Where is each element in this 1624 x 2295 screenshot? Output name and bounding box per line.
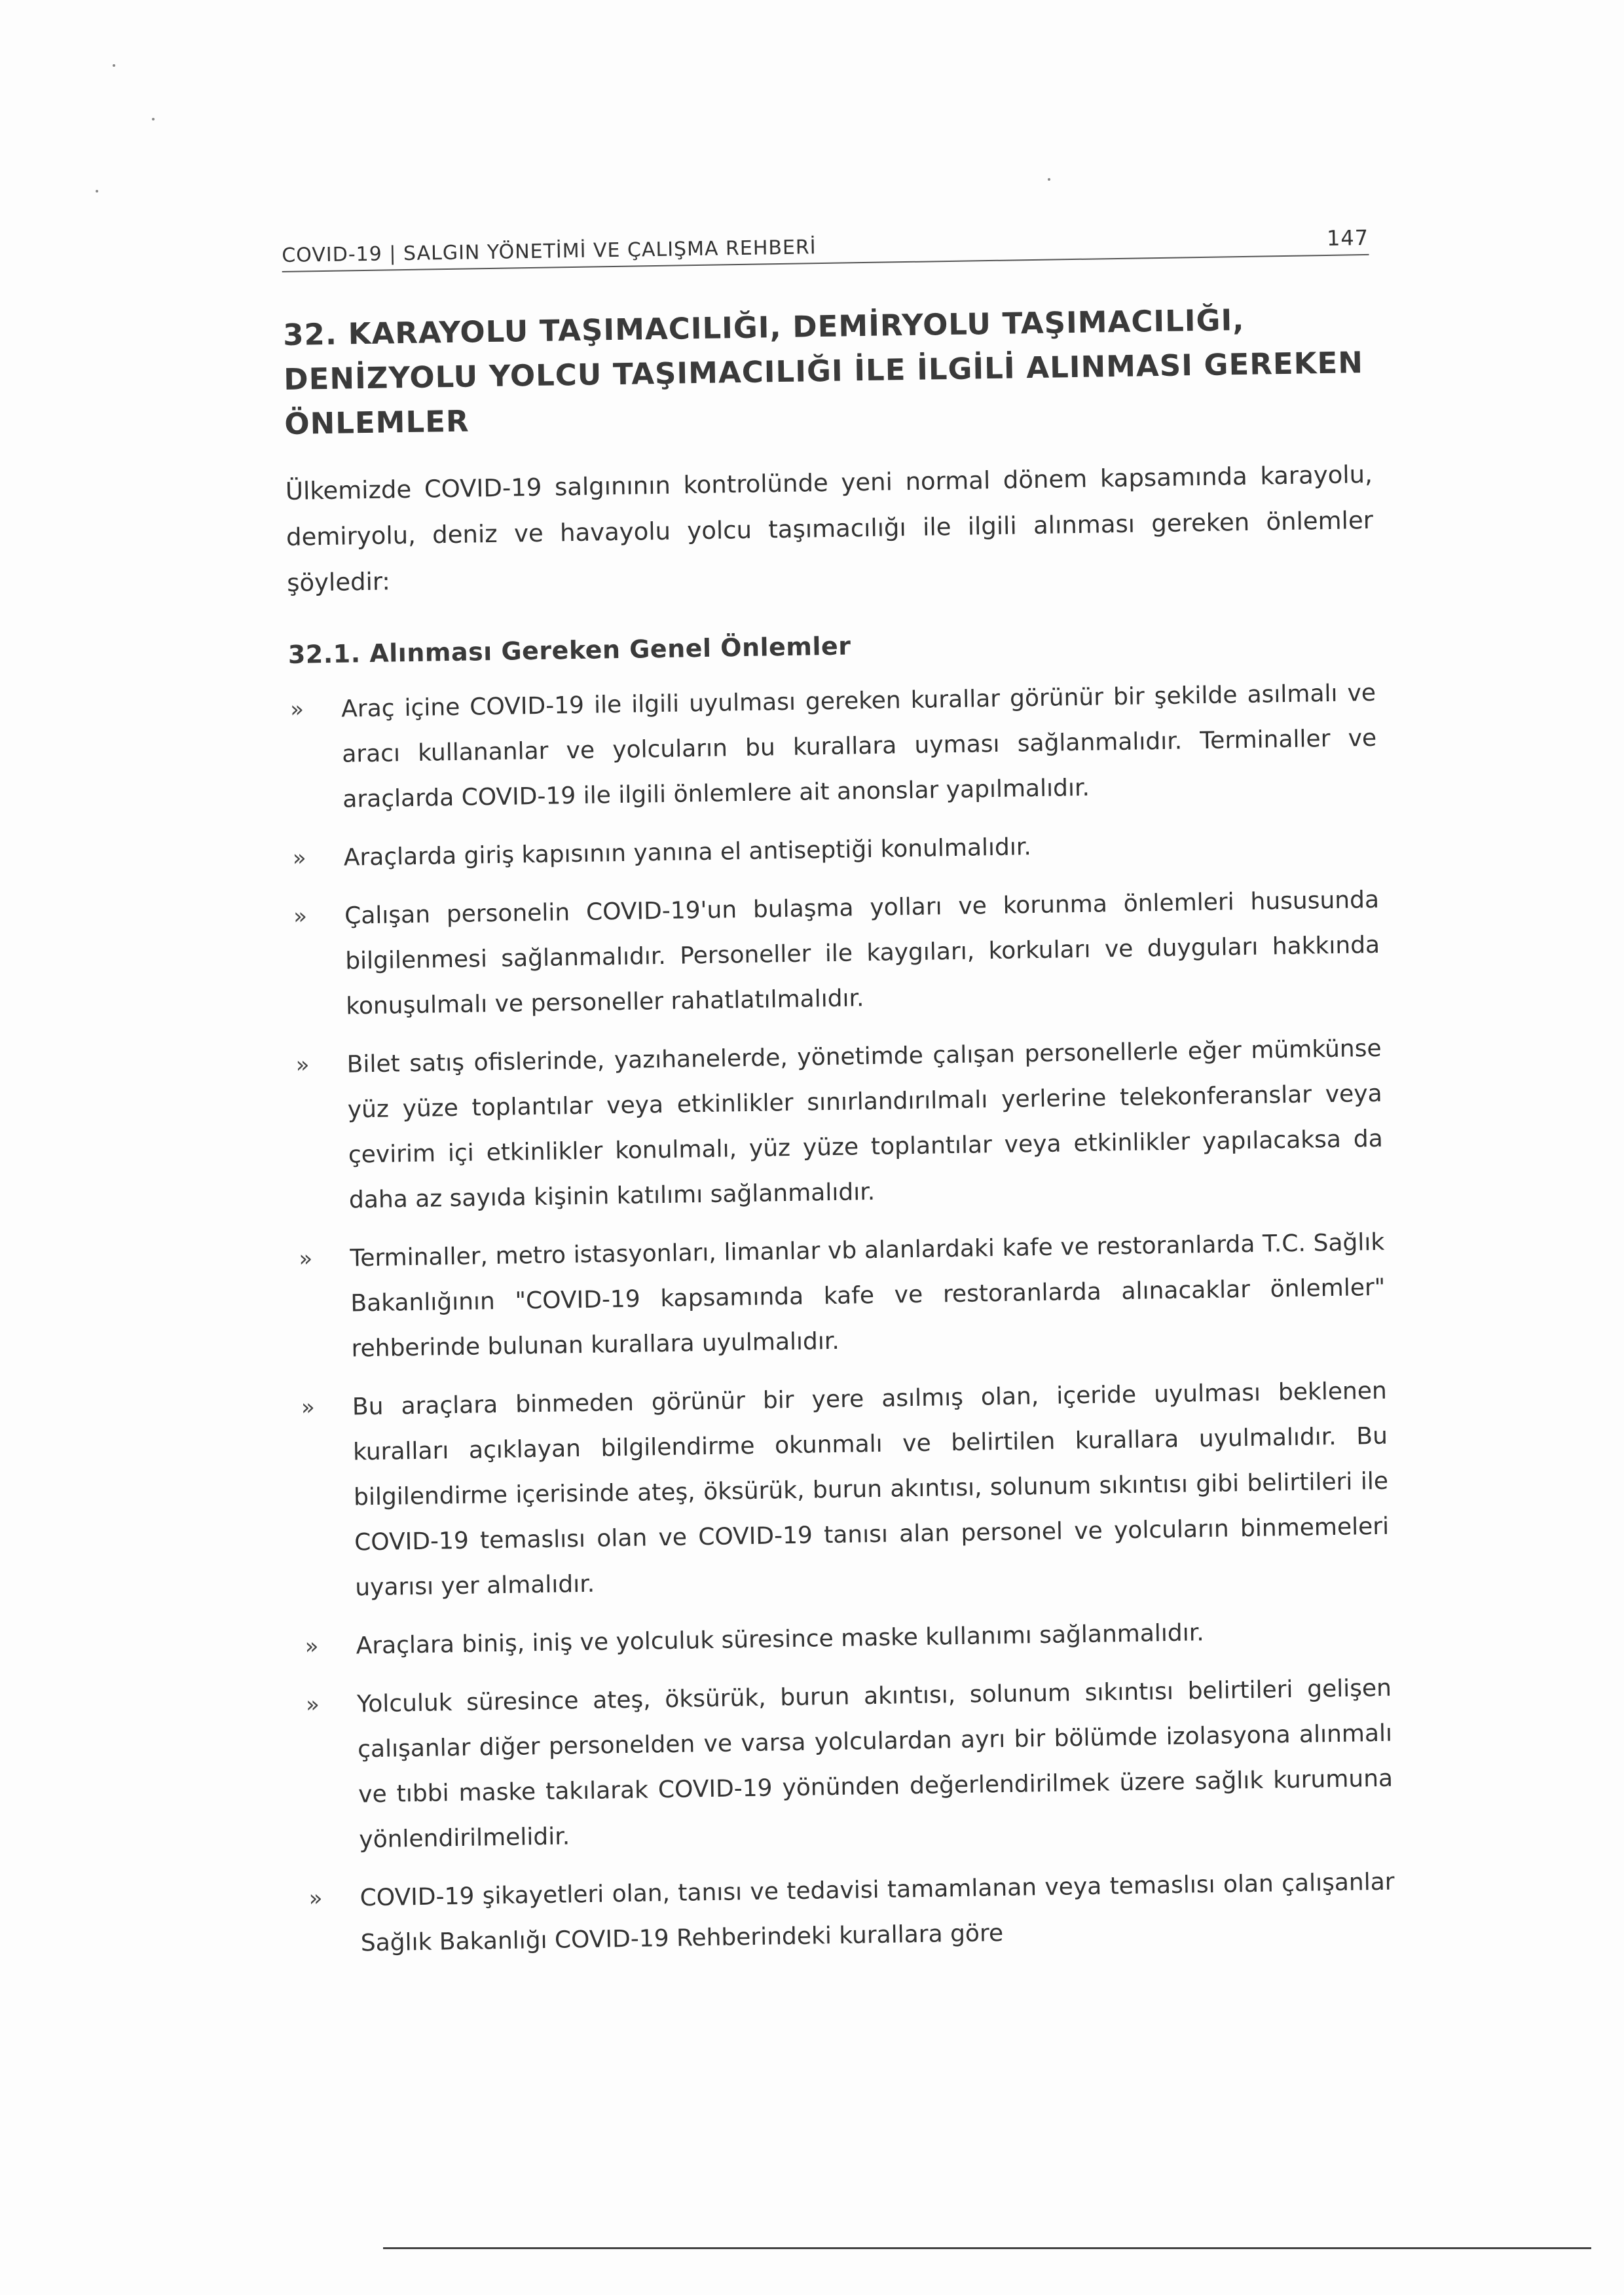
page-number: 147 (1326, 225, 1369, 251)
bullet-marker: » (301, 1394, 316, 1421)
running-header-title: COVID-19 | SALGIN YÖNETİMİ VE ÇALIŞMA REHBERİ (282, 236, 817, 267)
list-item-text: Araçlara biniş, iniş ve yolculuk süresince maske kullanımı sağlanmalıdır. (356, 1619, 1204, 1660)
running-header (282, 225, 1369, 272)
list-item-text: Araç içine COVID-19 ile ilgili uyulması gereken kurallar görünür bir şekilde asılmalı ve aracı kullananlar ve yolcuların bu kurallara uyması sağlanmalıdır. Terminaller ve araçlarda COVID-19 ile ilgili önlemlere ait anonslar yapılmalıdır. (341, 679, 1377, 813)
list-item-text: Bilet satış ofislerinde, yazıhanelerde, yönetimde çalışan personellerle eğer mümkünse yüz yüze toplantılar veya etkinlikler sınırlandırılmalı yerlerine telekonferanslar veya çevirim içi etkinlikler konulmalı, yüz yüze toplantılar veya etkinlikler yapılacaksa da daha az sayıda kişinin katılımı sağlanmalıdır. (346, 1035, 1384, 1214)
list-item (292, 819, 1378, 881)
list-item (299, 1220, 1386, 1372)
list-item-text: Çalışan personelin COVID-19'un bulaşma yolları ve korunma önlemleri hususunda bilgilenmesi sağlanmalıdır. Personeller ile kaygıları, korkuları ve duyguları hakkında konuşulmalı ve personeller rahatlatılmalıdır. (344, 886, 1380, 1020)
scan-speck (152, 118, 155, 120)
list-item (305, 1666, 1394, 1863)
bullet-marker: » (299, 1245, 313, 1272)
precautions-list (289, 670, 1395, 1967)
list-item-text: Bu araçlara binmeden görünür bir yere asılmış olan, içeride uyulması beklenen kuralları açıklayan bilgilendirme okunmalı ve belirtilen kurallara uyulmalıdır. Bu bilgilendirme içerisinde ateş, öksürük, burun akıntısı, solunum sıkıntısı gibi belirtileri ile COVID-19 temaslısı olan ve COVID-19 tanısı alan personel ve yolcuların binmemeleri uyarısı yer almalıdır. (352, 1377, 1390, 1602)
bullet-marker: » (304, 1633, 319, 1660)
footer-rule (383, 2247, 1591, 2249)
list-item-text: COVID-19 şikayetleri olan, tanısı ve tedavisi tamamlanan veya temaslısı olan çalışanlar Sağlık Bakanlığı COVID-19 Rehberindeki kurallara göre (360, 1868, 1395, 1957)
section-title: 32. KARAYOLU TAŞIMACILIĞI, DEMİRYOLU TAŞIMACILIĞI, DENİZYOLU YOLCU TAŞIMACILIĞI İLE İLGİLİ ALINMASI GEREKEN ÖNLEMLER (282, 302, 1364, 441)
bullet-marker: » (289, 696, 304, 723)
intro-paragraph: Ülkemizde COVID-19 salgınının kontrolünde yeni normal dönem kapsamında karayolu, demiryolu, deniz ve havayolu yolcu taşımacılığı ile ilgili alınması gereken önlemler şöyledir: (285, 460, 1374, 597)
bullet-marker: » (292, 845, 306, 872)
bullet-marker: » (305, 1691, 320, 1718)
scan-speck (1048, 178, 1050, 181)
list-item-text: Yolculuk süresince ateş, öksürük, burun akıntısı, solunum sıkıntısı belirtileri gelişen çalışanlar diğer personelden ve varsa yolculardan ayrı bir bölümde izolasyona alınmalı ve tıbbi maske takılarak COVID-19 yönünden değerlendirilmek üzere sağlık kurumuna yönlendirilmelidir. (356, 1674, 1393, 1854)
subsection-heading: 32.1. Alınması Gereken Genel Önlemler (287, 631, 851, 669)
scan-speck (96, 190, 98, 193)
list-item (304, 1607, 1391, 1669)
list-item (308, 1860, 1395, 1966)
list-item-text: Terminaller, metro istasyonları, limanlar vb alanlardaki kafe ve restoranlarda T.C. Sağlık Bakanlığının "COVID-19 kapsamında kafe ve restoranlarda alınacaklar önlemler" rehberinde bulunan kurallara uyulmalıdır. (350, 1228, 1386, 1363)
bullet-marker: » (308, 1885, 323, 1912)
list-item-text: Araçlarda giriş kapısının yanına el antiseptiği konulmalıdır. (343, 834, 1032, 872)
bullet-marker: » (293, 903, 308, 930)
list-item (289, 670, 1378, 822)
list-item (293, 877, 1381, 1029)
page-content (282, 225, 1395, 1980)
scan-speck (113, 64, 115, 67)
list-item (295, 1026, 1384, 1223)
list-item (301, 1368, 1390, 1611)
bullet-marker: » (295, 1052, 310, 1078)
